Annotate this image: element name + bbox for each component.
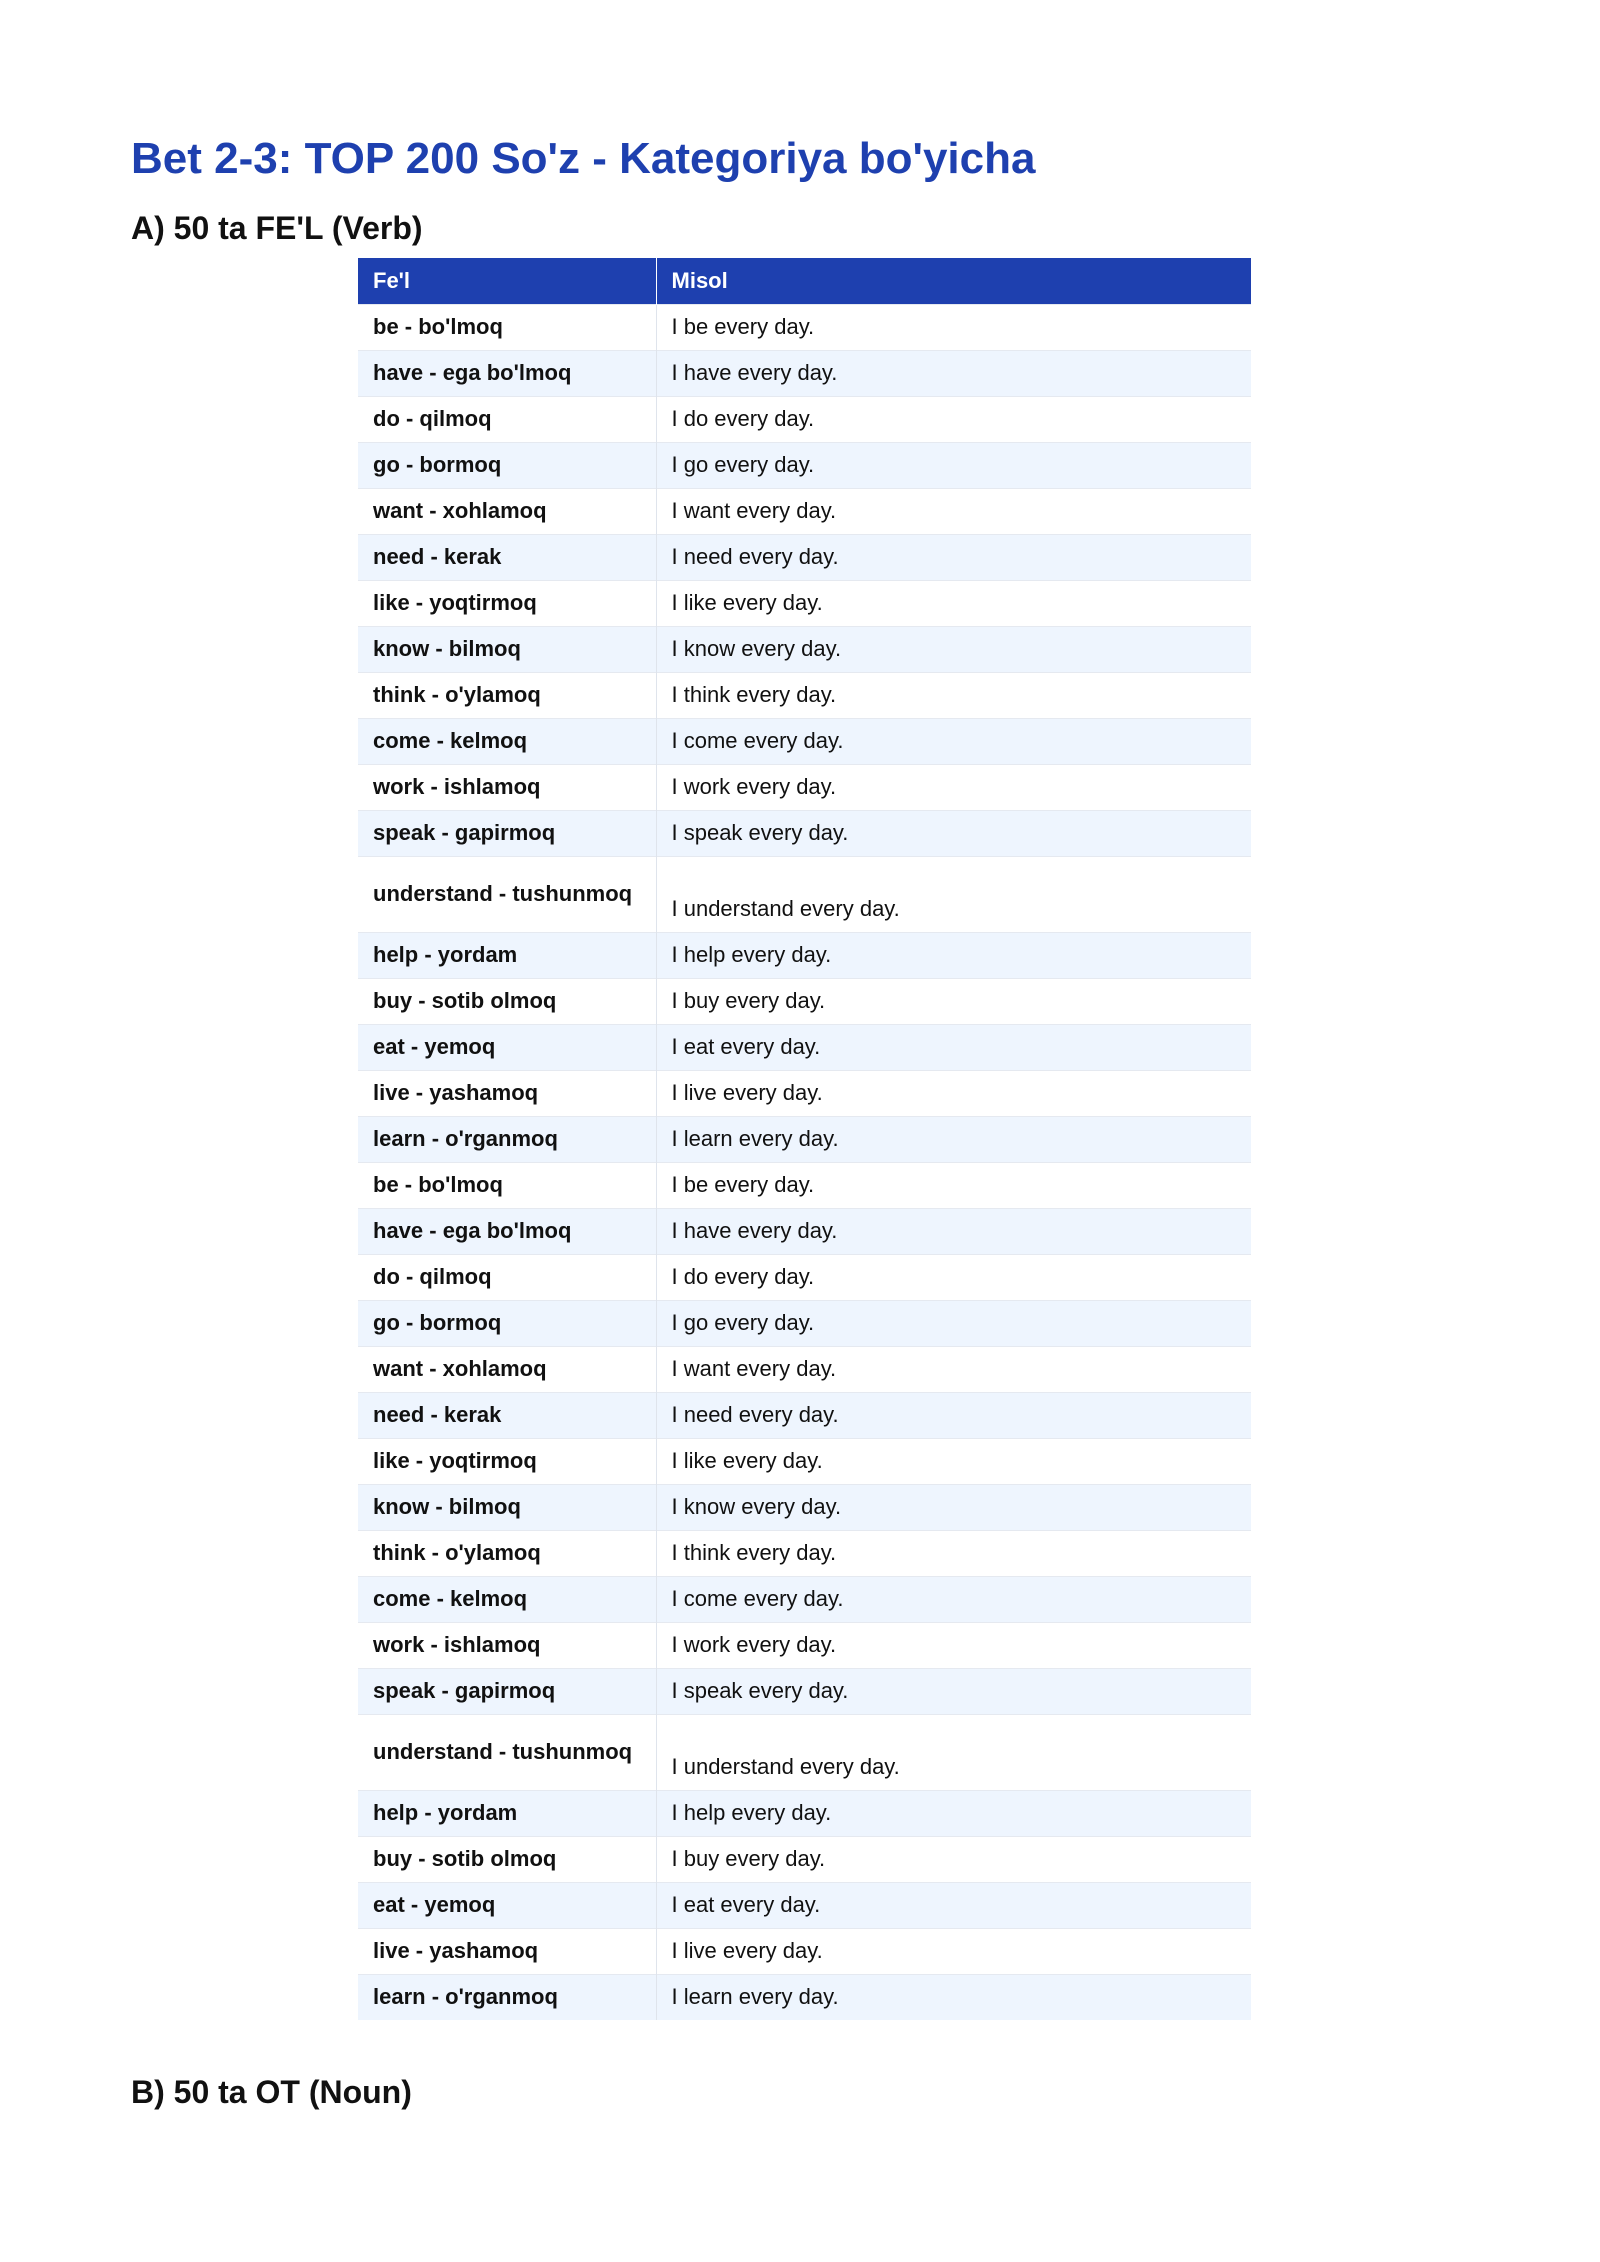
- table-row: [358, 1024, 1251, 1070]
- table-row: [358, 1346, 1251, 1392]
- table-header-row: [358, 258, 1251, 304]
- example-cell: I be every day.: [656, 304, 1251, 350]
- table-row: [358, 1162, 1251, 1208]
- example-cell: I buy every day.: [656, 978, 1251, 1024]
- verb-cell: speak - gapirmoq: [358, 810, 656, 856]
- table-row: [358, 932, 1251, 978]
- example-cell: I need every day.: [656, 1392, 1251, 1438]
- verb-cell: learn - o'rganmoq: [358, 1974, 656, 2020]
- verb-cell: live - yashamoq: [358, 1070, 656, 1116]
- table-row: [358, 764, 1251, 810]
- verb-cell: eat - yemoq: [358, 1882, 656, 1928]
- table-row: [358, 580, 1251, 626]
- example-cell: I want every day.: [656, 488, 1251, 534]
- example-cell: I speak every day.: [656, 1668, 1251, 1714]
- example-cell: I work every day.: [656, 1622, 1251, 1668]
- verb-cell: help - yordam: [358, 1790, 656, 1836]
- column-header-verb: Fe'l: [358, 258, 656, 304]
- example-cell: I like every day.: [656, 1438, 1251, 1484]
- table-row: [358, 1576, 1251, 1622]
- example-cell: I buy every day.: [656, 1836, 1251, 1882]
- table-row: [358, 1622, 1251, 1668]
- example-cell: I speak every day.: [656, 810, 1251, 856]
- verb-cell: go - bormoq: [358, 1300, 656, 1346]
- example-cell: I know every day.: [656, 1484, 1251, 1530]
- table-row: [358, 350, 1251, 396]
- example-cell: I think every day.: [656, 1530, 1251, 1576]
- column-header-example: Misol: [656, 258, 1251, 304]
- verb-cell: want - xohlamoq: [358, 488, 656, 534]
- table-row: [358, 810, 1251, 856]
- table-body: [358, 304, 1251, 2020]
- verb-cell: know - bilmoq: [358, 626, 656, 672]
- section-heading-nouns: B) 50 ta OT (Noun): [131, 2074, 412, 2110]
- table-row: [358, 396, 1251, 442]
- section-heading-verbs: A) 50 ta FE'L (Verb): [131, 210, 423, 246]
- verb-cell: speak - gapirmoq: [358, 1668, 656, 1714]
- verb-cell: buy - sotib olmoq: [358, 1836, 656, 1882]
- verb-cell: like - yoqtirmoq: [358, 580, 656, 626]
- example-cell: I come every day.: [656, 1576, 1251, 1622]
- table-row: [358, 1438, 1251, 1484]
- verb-cell: need - kerak: [358, 1392, 656, 1438]
- table-row: [358, 978, 1251, 1024]
- verb-cell: be - bo'lmoq: [358, 1162, 656, 1208]
- table-row: [358, 856, 1251, 932]
- table-row: [358, 718, 1251, 764]
- verb-cell: help - yordam: [358, 932, 656, 978]
- verb-cell: work - ishlamoq: [358, 1622, 656, 1668]
- table-row: [358, 626, 1251, 672]
- verb-cell: buy - sotib olmoq: [358, 978, 656, 1024]
- page-title: Bet 2-3: TOP 200 So'z - Kategoriya bo'yicha: [131, 134, 1036, 183]
- verb-cell: need - kerak: [358, 534, 656, 580]
- example-cell: I learn every day.: [656, 1116, 1251, 1162]
- verb-table-container: [358, 258, 1251, 2020]
- verb-cell: know - bilmoq: [358, 1484, 656, 1530]
- verb-cell: think - o'ylamoq: [358, 1530, 656, 1576]
- table-row: [358, 1392, 1251, 1438]
- table-row: [358, 1208, 1251, 1254]
- table-row: [358, 488, 1251, 534]
- verb-cell: like - yoqtirmoq: [358, 1438, 656, 1484]
- example-cell: I learn every day.: [656, 1974, 1251, 2020]
- example-cell: I work every day.: [656, 764, 1251, 810]
- verb-table: [358, 258, 1251, 2020]
- verb-cell: understand - tushunmoq: [358, 856, 656, 932]
- verb-cell: have - ega bo'lmoq: [358, 1208, 656, 1254]
- table-row: [358, 1836, 1251, 1882]
- table-row: [358, 1530, 1251, 1576]
- example-cell: I eat every day.: [656, 1024, 1251, 1070]
- example-cell: I live every day.: [656, 1928, 1251, 1974]
- table-row: [358, 1790, 1251, 1836]
- table-row: [358, 304, 1251, 350]
- verb-cell: eat - yemoq: [358, 1024, 656, 1070]
- table-row: [358, 1070, 1251, 1116]
- verb-cell: do - qilmoq: [358, 1254, 656, 1300]
- example-cell: I go every day.: [656, 442, 1251, 488]
- example-cell: I think every day.: [656, 672, 1251, 718]
- verb-cell: do - qilmoq: [358, 396, 656, 442]
- table-row: [358, 1116, 1251, 1162]
- example-cell: I like every day.: [656, 580, 1251, 626]
- table-row: [358, 672, 1251, 718]
- example-cell: I have every day.: [656, 350, 1251, 396]
- table-row: [358, 1254, 1251, 1300]
- example-cell: I be every day.: [656, 1162, 1251, 1208]
- verb-cell: live - yashamoq: [358, 1928, 656, 1974]
- example-cell: I need every day.: [656, 534, 1251, 580]
- example-cell: I help every day.: [656, 1790, 1251, 1836]
- table-row: [358, 534, 1251, 580]
- table-row: [358, 1300, 1251, 1346]
- example-cell: I eat every day.: [656, 1882, 1251, 1928]
- verb-cell: go - bormoq: [358, 442, 656, 488]
- verb-cell: come - kelmoq: [358, 718, 656, 764]
- verb-cell: think - o'ylamoq: [358, 672, 656, 718]
- verb-cell: want - xohlamoq: [358, 1346, 656, 1392]
- table-row: [358, 442, 1251, 488]
- verb-cell: come - kelmoq: [358, 1576, 656, 1622]
- example-cell: I understand every day.: [656, 856, 1251, 932]
- verb-cell: understand - tushunmoq: [358, 1714, 656, 1790]
- example-cell: I understand every day.: [656, 1714, 1251, 1790]
- example-cell: I help every day.: [656, 932, 1251, 978]
- table-row: [358, 1928, 1251, 1974]
- table-row: [358, 1974, 1251, 2020]
- table-row: [358, 1668, 1251, 1714]
- example-cell: I go every day.: [656, 1300, 1251, 1346]
- example-cell: I have every day.: [656, 1208, 1251, 1254]
- table-row: [358, 1882, 1251, 1928]
- table-row: [358, 1484, 1251, 1530]
- verb-cell: work - ishlamoq: [358, 764, 656, 810]
- example-cell: I do every day.: [656, 396, 1251, 442]
- example-cell: I know every day.: [656, 626, 1251, 672]
- example-cell: I do every day.: [656, 1254, 1251, 1300]
- example-cell: I come every day.: [656, 718, 1251, 764]
- verb-cell: have - ega bo'lmoq: [358, 350, 656, 396]
- verb-cell: be - bo'lmoq: [358, 304, 656, 350]
- example-cell: I want every day.: [656, 1346, 1251, 1392]
- table-row: [358, 1714, 1251, 1790]
- verb-cell: learn - o'rganmoq: [358, 1116, 656, 1162]
- example-cell: I live every day.: [656, 1070, 1251, 1116]
